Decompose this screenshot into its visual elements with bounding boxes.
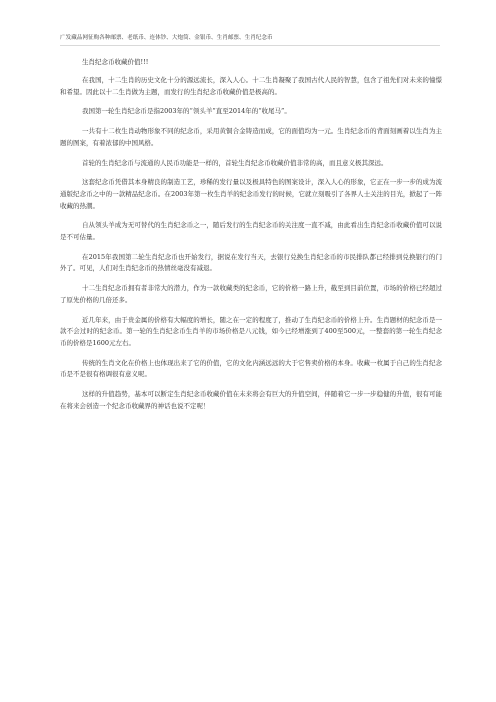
paragraph-4: 首轮的生肖纪念币与流通的人民币功能是一样的，首轮生肖纪念币收藏价值非常的高，而且意义极其深远。 (82, 158, 388, 167)
paragraph-9: 近几年来，由于贵金属的价格有大幅度的增长，随之在一定的程度了，推动了生肖纪念币的价格上升。生肖题材的纪念币是一款不会过时的纪念币。第一轮的生肖纪念币生肖羊的市场价格是八元钱，如今已经增涨到了400至500元，一整套的第一轮生肖纪念币的价格是1600元左右。 (60, 315, 442, 347)
paragraph-3: 一共有十二枚生肖动物形象不同的纪念币，采用黄铜合金铸造而成，它的面值均为一元。生肖纪念币的背面刻画着以生肖为主题的图案，有着浓郁的中国风格。 (60, 127, 442, 147)
paragraph-2: 我国第一轮生肖纪念币是指2003年的“领头羊”直至2014年的“收尾马”。 (82, 107, 291, 116)
paragraph-7: 在2015年我国第二轮生肖纪念币也开始发行，据说在发行当天，去银行兑换生肖纪念币的市民排队都已经排到兑换银行的门外了。可见，人们对生肖纪念币的热情丝毫没有减退。 (60, 252, 442, 273)
page-header (60, 34, 440, 46)
header-text: 广发藏品网征购各种邮票、老纸币、连体钞、大炮筒、金银币、生肖邮票、生肖纪念币 (60, 35, 273, 41)
paragraph-11: 这样的升值趋势，基本可以断定生肖纪念币收藏价值在未来将会有巨大的升值空间，伴随着它一步一步稳健的升值，很有可能在将来会创造一个纪念币收藏界的神话也说不定呢！ (60, 390, 442, 410)
paragraph-8: 十二生肖纪念币拥有者非常大的潜力，作为一款收藏类的纪念币，它的价格一路上升，截至到目前位置，市场的价格已经超过了原先价格的几倍还多。 (60, 284, 442, 304)
article-body (60, 58, 442, 420)
article-title: 生肖纪念币收藏价值!!! (82, 58, 149, 66)
paragraph-1: 在我国，十二生肖的历史文化十分的源远流长，深入人心。十二生肖凝聚了我国古代人民的智慧，包含了祖先们对未来的憧憬和希望。因此以十二生肖做为主题，而发行的生肖纪念币收藏价值是极高的。 (60, 76, 442, 96)
paragraph-10: 传统的生肖文化在价格上也体现出来了它的价值，它的文化内涵远远的大于它售卖价格的本身。收藏一枚属于自己的生肖纪念币是不是很有格调很有意义呢。 (60, 358, 442, 379)
paragraph-5: 这套纪念币凭借其本身精良的制造工艺，珍稀的发行量以及极具特色的图案设计，深入人心的形象，它正在一步一步的成为流通版纪念币之中的一款精品纪念币。在2003年第一枚生肖羊的纪念币发行的时候，它就立刻吸引了各界人士关注的目光，掀起了一阵收藏的热潮。 (60, 178, 442, 210)
paragraph-6: 自从领头羊成为无可替代的生肖纪念币之一，随后发行的生肖纪念币的关注度一直不减，由此看出生肖纪念币收藏价值可以说是不可估量。 (60, 221, 442, 242)
